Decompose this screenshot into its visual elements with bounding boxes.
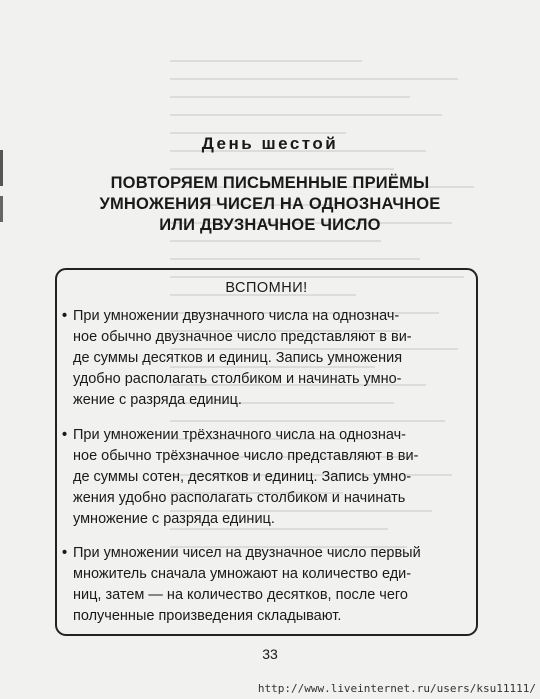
rule-line: множитель сначала умножают на количество еди-	[73, 566, 412, 582]
day-title: День шестой	[201, 134, 339, 153]
rule-line: де суммы десятков и единиц. Запись умножения	[73, 350, 403, 366]
rule-text	[73, 543, 472, 627]
rule-line: умножение с разряда единиц.	[73, 511, 275, 527]
rule-line: жения удобно располагать столбиком и начинать	[73, 490, 406, 506]
bullet-dot: •	[62, 308, 68, 324]
rule-text	[73, 306, 472, 411]
rule-line: полученные произведения складывают.	[73, 608, 342, 624]
bullet-dot: •	[62, 545, 68, 561]
binding-mark	[0, 150, 3, 186]
rule-line: При умножении чисел на двузначное число первый	[73, 545, 421, 561]
watermark-url: http://www.liveinternet.ru/users/ksu11111/	[257, 682, 536, 695]
page-number: 33	[262, 646, 278, 662]
bullet-dot: •	[62, 427, 68, 443]
lesson-title	[40, 173, 500, 236]
lesson-title-line: ИЛИ ДВУЗНАЧНОЕ ЧИСЛО	[159, 216, 381, 234]
rule-line: удобно располагать столбиком и начинать умно-	[73, 371, 402, 387]
rule-bullet	[62, 543, 472, 627]
rule-line: жение с разряда единиц.	[73, 392, 242, 408]
lesson-title-line: ПОВТОРЯЕМ ПИСЬМЕННЫЕ ПРИЁМЫ	[110, 174, 430, 192]
lesson-title-line: УМНОЖЕНИЯ ЧИСЕЛ НА ОДНОЗНАЧНОЕ	[99, 195, 441, 213]
rule-line: При умножении трёхзначного числа на однознач-	[73, 427, 406, 443]
remember-heading: ВСПОМНИ!	[225, 280, 308, 296]
rule-line: де суммы сотен, десятков и единиц. Запись умно-	[73, 469, 412, 485]
rule-line: ниц, затем — на количество десятков, после чего	[73, 587, 408, 603]
rule-bullet	[62, 306, 472, 411]
rule-line: При умножении двузначного числа на однознач-	[73, 308, 400, 324]
rule-line: ное обычно двузначное число представляют в ви-	[73, 329, 412, 345]
rule-bullet	[62, 425, 472, 530]
rule-text	[73, 425, 472, 530]
binding-mark	[0, 196, 3, 222]
rule-line: ное обычно трёхзначное число представляют в ви-	[73, 448, 419, 464]
